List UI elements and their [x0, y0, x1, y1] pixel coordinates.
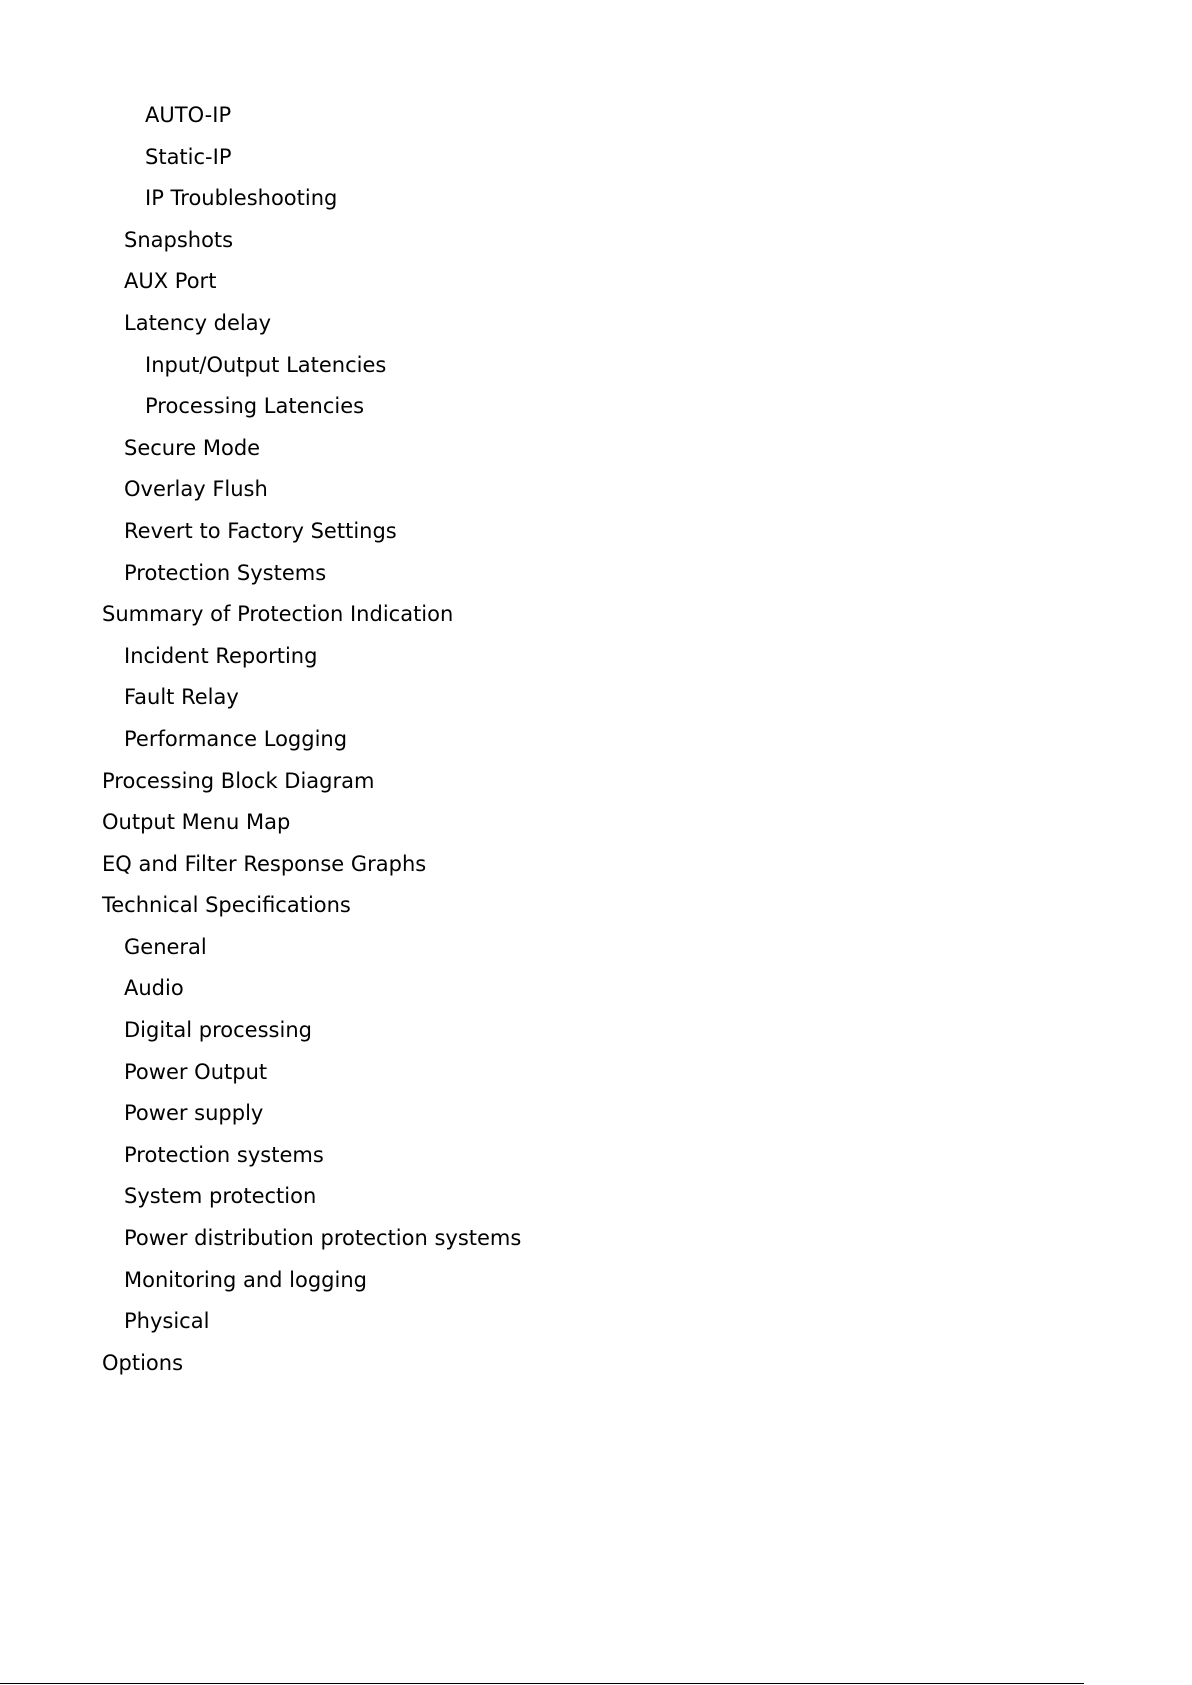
toc-entry[interactable]: Static-IP: [145, 144, 232, 169]
toc-entry[interactable]: Incident Reporting: [124, 643, 318, 668]
toc-entry[interactable]: Snapshots: [124, 227, 234, 252]
toc-entry[interactable]: Power distribution protection systems: [124, 1226, 522, 1251]
toc-entry[interactable]: Fault Relay: [124, 685, 239, 710]
toc-entry[interactable]: Output Menu Map: [102, 810, 291, 835]
footer-divider: [0, 1683, 1084, 1684]
toc-entry[interactable]: Processing Block Diagram: [102, 768, 375, 793]
toc-entry[interactable]: Input/Output Latencies: [145, 352, 387, 377]
toc-entry[interactable]: Processing Latencies: [145, 394, 365, 419]
toc-entry[interactable]: Power supply: [124, 1101, 264, 1126]
toc-entry[interactable]: IP Troubleshooting: [145, 186, 338, 211]
toc-entry[interactable]: AUTO-IP: [145, 103, 232, 127]
toc-entry[interactable]: Latency delay: [124, 310, 272, 335]
toc-entry[interactable]: Monitoring and logging: [124, 1267, 367, 1292]
toc-entry[interactable]: Performance Logging: [124, 726, 348, 751]
toc-entry[interactable]: Technical Specifications: [102, 893, 351, 918]
toc-entry[interactable]: EQ and Filter Response Graphs: [102, 851, 427, 876]
toc-entry[interactable]: Power Output: [124, 1059, 268, 1084]
toc-entry[interactable]: Secure Mode: [124, 435, 261, 460]
toc-entry[interactable]: Protection Systems: [124, 560, 327, 585]
toc-entry[interactable]: Summary of Protection Indication: [102, 602, 454, 627]
toc-entry[interactable]: Audio: [124, 976, 184, 1001]
table-of-contents: [0, 95, 1192, 1384]
toc-entry[interactable]: Options: [102, 1350, 184, 1375]
toc-entry[interactable]: Protection systems: [124, 1142, 324, 1167]
toc-entry[interactable]: General: [124, 934, 207, 959]
toc-entry[interactable]: AUX Port: [124, 269, 217, 294]
toc-entry[interactable]: System protection: [124, 1184, 317, 1209]
toc-entry[interactable]: Digital processing: [124, 1018, 312, 1043]
toc-entry[interactable]: Overlay Flush: [124, 477, 268, 502]
toc-entry[interactable]: Physical: [124, 1309, 210, 1334]
toc-entry[interactable]: Revert to Factory Settings: [124, 518, 397, 543]
